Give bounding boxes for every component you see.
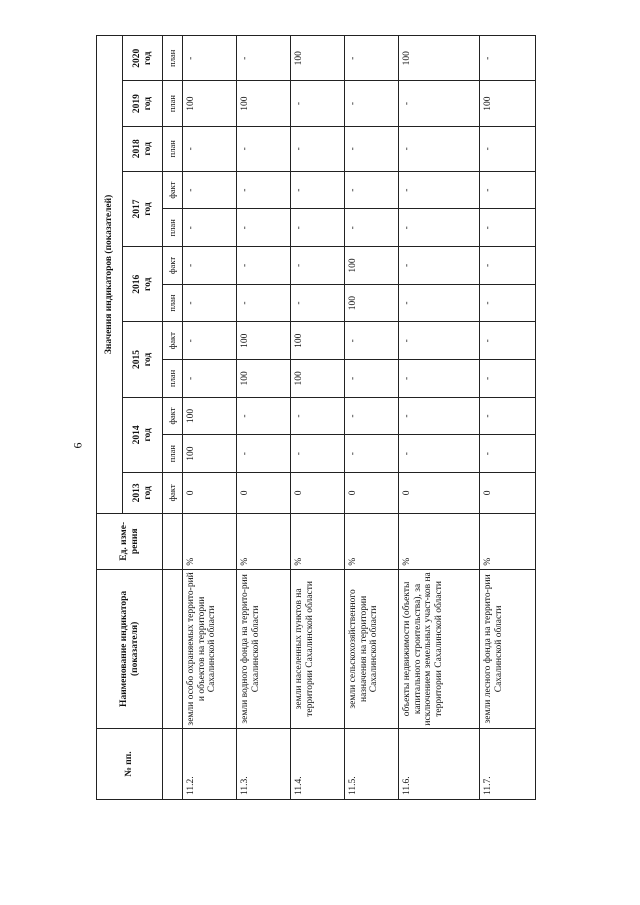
row-number: 11.3. (236, 729, 290, 800)
value-cell: - (479, 36, 535, 82)
value-cell: - (398, 360, 479, 398)
value-cell: - (290, 397, 344, 435)
value-cell: - (236, 397, 290, 435)
value-cell: - (398, 81, 479, 126)
value-cell: - (183, 322, 237, 360)
value-cell: - (236, 36, 290, 82)
value-cell: - (236, 209, 290, 247)
value-cell: - (344, 126, 398, 171)
table-wrapper (96, 35, 536, 800)
indicator-name: земли водного фонда на террито-рии Сахалинской области (236, 569, 290, 728)
value-cell: 0 (183, 472, 237, 513)
indicator-name: объекты недвижимости (объекты капитального строительства), за исключением земельных участ-ков на территории Сахалинской области (398, 569, 479, 728)
header-values: Значения индикаторов (показателей) (97, 36, 123, 514)
value-cell: 100 (183, 81, 237, 126)
value-cell: - (236, 284, 290, 322)
value-cell: 100 (236, 360, 290, 398)
value-cell: 0 (236, 472, 290, 513)
subheader-blank-name (163, 569, 183, 728)
row-number: 11.6. (398, 729, 479, 800)
value-cell: - (479, 360, 535, 398)
value-cell: 100 (183, 435, 237, 473)
value-cell: - (479, 322, 535, 360)
value-cell: - (183, 171, 237, 209)
value-cell: - (479, 209, 535, 247)
value-cell: - (183, 284, 237, 322)
value-cell: 100 (479, 81, 535, 126)
value-cell: 100 (236, 81, 290, 126)
row-number: 11.2. (183, 729, 237, 800)
value-cell: - (344, 171, 398, 209)
value-cell: - (290, 126, 344, 171)
value-cell: - (290, 435, 344, 473)
value-cell: 100 (344, 284, 398, 322)
value-cell: - (183, 209, 237, 247)
value-cell: 100 (183, 397, 237, 435)
value-cell: - (398, 247, 479, 285)
table-row (183, 36, 237, 800)
header-year-2013: 2013 год (123, 472, 163, 513)
value-cell: - (344, 435, 398, 473)
header-year-2018: 2018 год (123, 126, 163, 171)
value-cell: - (183, 36, 237, 82)
value-cell: - (236, 435, 290, 473)
value-cell: 0 (479, 472, 535, 513)
value-cell: - (290, 81, 344, 126)
subheader-plan: план (163, 284, 183, 322)
value-cell: - (344, 209, 398, 247)
table-row (398, 36, 479, 800)
header-year-2015: 2015 год (123, 322, 163, 397)
value-cell: - (344, 360, 398, 398)
row-number: 11.4. (290, 729, 344, 800)
header-year-2016: 2016 год (123, 247, 163, 322)
indicator-name: земли лесного фонда на террито-рии Сахалинской области (479, 569, 535, 728)
indicator-name: земли населенных пунктов на территории Сахалинской области (290, 569, 344, 728)
value-cell: - (398, 126, 479, 171)
unit-cell: % (398, 513, 479, 569)
value-cell: - (290, 284, 344, 322)
header-year-2020: 2020 год (123, 36, 163, 82)
value-cell: 100 (398, 36, 479, 82)
subheader-fact: факт (163, 472, 183, 513)
unit-cell: % (344, 513, 398, 569)
value-cell: 100 (344, 247, 398, 285)
subheader-blank-unit (163, 513, 183, 569)
value-cell: - (479, 284, 535, 322)
header-year-2019: 2019 год (123, 81, 163, 126)
subheader-plan: план (163, 435, 183, 473)
header-num: № пп. (97, 729, 163, 800)
header-year-2014: 2014 год (123, 397, 163, 472)
value-cell: 100 (236, 322, 290, 360)
value-cell: - (344, 322, 398, 360)
value-cell: - (183, 126, 237, 171)
subheader-plan: план (163, 81, 183, 126)
table-row (479, 36, 535, 800)
value-cell: - (479, 171, 535, 209)
subheader-plan: план (163, 209, 183, 247)
value-cell: - (398, 284, 479, 322)
value-cell: - (290, 209, 344, 247)
value-cell: - (479, 435, 535, 473)
value-cell: 100 (290, 36, 344, 82)
value-cell: 100 (290, 322, 344, 360)
subheader-fact: факт (163, 247, 183, 285)
value-cell: 0 (290, 472, 344, 513)
subheader-plan: план (163, 360, 183, 398)
subheader-blank-num (163, 729, 183, 800)
header-year-2017: 2017 год (123, 171, 163, 246)
row-number: 11.5. (344, 729, 398, 800)
table-body (183, 36, 536, 800)
value-cell: - (398, 435, 479, 473)
value-cell: - (398, 322, 479, 360)
value-cell: 0 (398, 472, 479, 513)
header-unit: Ед. изме-рения (97, 513, 163, 569)
subheader-fact: факт (163, 397, 183, 435)
unit-cell: % (183, 513, 237, 569)
value-cell: - (290, 247, 344, 285)
indicator-name: земли особо охраняемых террито-рий и объектов на территории Сахалинской области (183, 569, 237, 728)
value-cell: - (344, 36, 398, 82)
subheader-fact: факт (163, 322, 183, 360)
subheader-fact: факт (163, 171, 183, 209)
value-cell: - (183, 247, 237, 285)
value-cell: - (479, 397, 535, 435)
table-row (290, 36, 344, 800)
indicator-name: земли сельскохозяйственного назначения на территории Сахалинской области (344, 569, 398, 728)
value-cell: - (183, 360, 237, 398)
page-number: 6 (70, 442, 85, 449)
unit-cell: % (236, 513, 290, 569)
table-row (236, 36, 290, 800)
unit-cell: % (290, 513, 344, 569)
header-name: Наименование индикатора (показателя) (97, 569, 163, 728)
value-cell: - (398, 397, 479, 435)
value-cell: - (236, 247, 290, 285)
value-cell: - (236, 126, 290, 171)
table-row (344, 36, 398, 800)
value-cell: 0 (344, 472, 398, 513)
value-cell: - (479, 247, 535, 285)
value-cell: - (344, 397, 398, 435)
row-number: 11.7. (479, 729, 535, 800)
value-cell: - (398, 171, 479, 209)
subheader-plan: план (163, 36, 183, 82)
subheader-plan: план (163, 126, 183, 171)
value-cell: - (236, 171, 290, 209)
value-cell: - (479, 126, 535, 171)
value-cell: - (344, 81, 398, 126)
unit-cell: % (479, 513, 535, 569)
value-cell: - (398, 209, 479, 247)
indicators-table (96, 35, 536, 800)
value-cell: - (290, 171, 344, 209)
value-cell: 100 (290, 360, 344, 398)
